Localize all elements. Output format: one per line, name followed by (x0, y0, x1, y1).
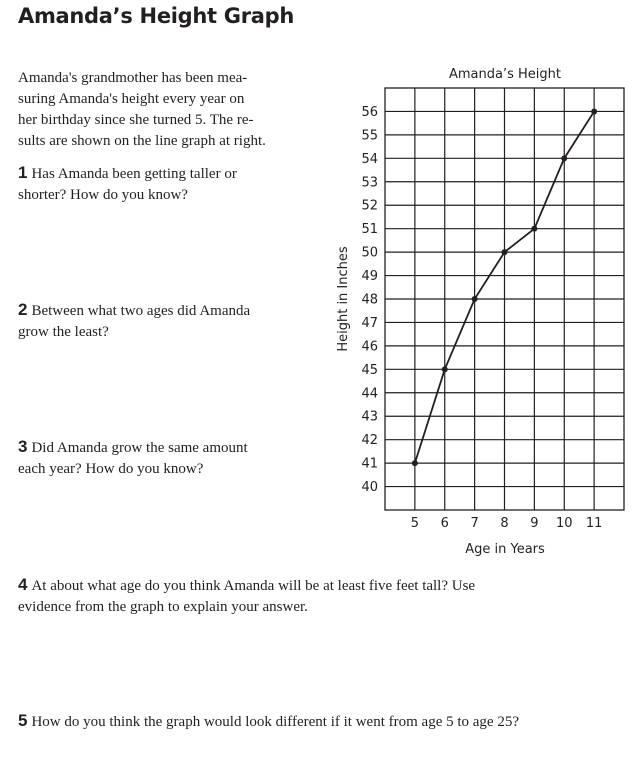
chart-title: Amanda’s Height (449, 67, 561, 82)
x-axis-label: Age in Years (465, 542, 545, 557)
question-number: 5 (18, 711, 28, 730)
y-tick-label: 55 (361, 128, 378, 144)
question-number: 2 (18, 300, 28, 319)
y-tick-label: 48 (361, 292, 378, 308)
y-tick-label: 40 (361, 480, 378, 496)
y-tick-label: 53 (361, 175, 378, 191)
x-tick-label: 7 (470, 516, 479, 531)
intro-line: her birthday since she turned 5. The re- (18, 112, 254, 128)
y-axis-label: Height in Inches (336, 246, 351, 352)
y-tick-label: 49 (361, 269, 378, 285)
intro-line: sults are shown on the line graph at right. (18, 133, 266, 149)
question-number: 3 (18, 437, 28, 456)
y-tick-label: 51 (361, 222, 378, 238)
y-tick-label: 42 (361, 433, 378, 449)
question-text: Has Amanda been getting taller or (31, 166, 237, 182)
question-text: evidence from the graph to explain your answer. (18, 599, 308, 615)
y-tick-label: 44 (361, 386, 378, 402)
y-tick-label: 50 (361, 245, 378, 261)
data-point (502, 249, 508, 255)
x-tick-label: 6 (440, 516, 449, 531)
chart-ticks (361, 105, 602, 531)
x-tick-label: 8 (500, 516, 509, 531)
intro-line: suring Amanda's height every year on (18, 91, 245, 107)
x-tick-label: 10 (555, 516, 573, 531)
x-tick-label: 5 (410, 516, 420, 531)
question-text: Did Amanda grow the same amount (31, 440, 248, 456)
x-tick-label: 11 (585, 516, 603, 531)
y-tick-label: 47 (361, 315, 378, 331)
data-point (472, 296, 478, 302)
y-tick-label: 45 (361, 362, 378, 378)
y-tick-label: 43 (361, 409, 378, 425)
data-point (412, 460, 418, 466)
x-tick-label: 9 (530, 516, 539, 531)
data-point (531, 226, 537, 232)
data-point (561, 155, 567, 161)
intro-line: Amanda's grandmother has been mea- (18, 70, 248, 86)
question-text: grow the least? (18, 324, 109, 340)
question-text: How do you think the graph would look different if it went from age 5 to age 25? (31, 714, 519, 730)
y-tick-label: 46 (361, 339, 378, 355)
question-text: shorter? How do you know? (18, 187, 188, 203)
question-text: Between what two ages did Amanda (31, 303, 251, 319)
question-text: At about what age do you think Amanda will be at least five feet tall? Use (31, 578, 476, 594)
page-title: Amanda’s Height Graph (18, 4, 295, 28)
y-tick-label: 56 (361, 104, 378, 120)
data-point (591, 108, 597, 114)
question-number: 1 (18, 163, 28, 182)
question-number: 4 (18, 575, 28, 594)
y-tick-label: 41 (361, 456, 378, 472)
data-point (442, 366, 448, 372)
y-tick-label: 52 (361, 198, 378, 214)
y-tick-label: 54 (361, 151, 378, 167)
question-text: each year? How do you know? (18, 461, 204, 477)
